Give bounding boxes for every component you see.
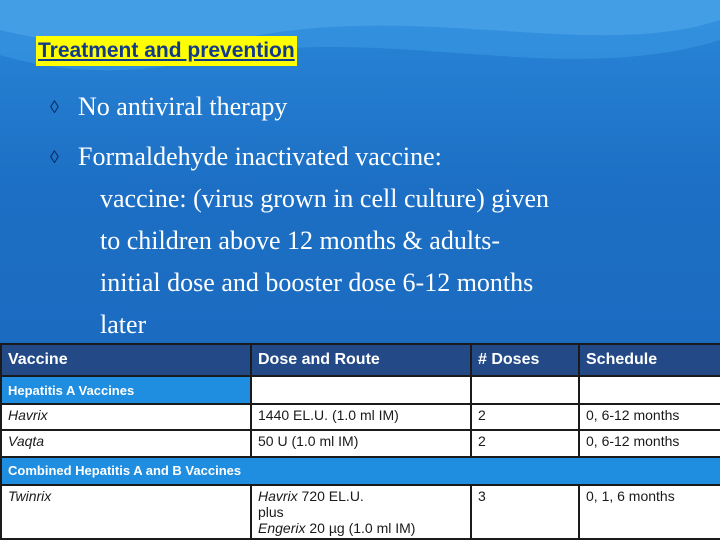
section-label: Hepatitis A Vaccines: [1, 376, 251, 404]
section-row: [1, 376, 720, 404]
bullet-text: No antiviral therapy: [78, 92, 288, 121]
table-row: [1, 404, 720, 430]
bullet-icon: ◊: [50, 97, 59, 117]
dose-route: [251, 485, 471, 539]
dose-amount: 720 EL.U.: [297, 487, 364, 504]
header-vaccine: Vaccine: [1, 344, 251, 376]
vaccine-table: [0, 343, 720, 540]
bullet-item: [40, 136, 680, 346]
dose-route: 50 U (1.0 ml IM): [251, 430, 471, 456]
doses: 2: [471, 430, 579, 456]
schedule: 0, 6-12 months: [579, 404, 720, 430]
dose-amount: 20 µg (1.0 ml IM): [305, 519, 416, 536]
schedule: 0, 1, 6 months: [579, 485, 720, 539]
header-dose-route: Dose and Route: [251, 344, 471, 376]
vaccine-name: Twinrix: [1, 485, 251, 539]
section-fill: [471, 376, 579, 404]
table-row: [1, 485, 720, 539]
schedule: 0, 6-12 months: [579, 430, 720, 456]
bullet-text: Formaldehyde inactivated vaccine:: [78, 142, 442, 171]
section-fill: [579, 376, 720, 404]
bullet-text-line: to children above 12 months & adults-: [100, 226, 501, 255]
vaccine-name: Havrix: [1, 404, 251, 430]
dose-brand: Havrix: [258, 487, 298, 504]
vaccine-name: Vaqta: [1, 430, 251, 456]
bullet-text-line: later: [100, 310, 147, 339]
slide-title: Treatment and prevention: [36, 36, 297, 66]
header-doses: # Doses: [471, 344, 579, 376]
bullet-text-line: initial dose and booster dose 6-12 months: [100, 268, 534, 297]
dose-line: plus: [258, 503, 284, 520]
dose-route: 1440 EL.U. (1.0 ml IM): [251, 404, 471, 430]
section-label: Combined Hepatitis A and B Vaccines: [1, 457, 720, 485]
doses: 3: [471, 485, 579, 539]
table-row: [1, 430, 720, 456]
section-row: [1, 457, 720, 485]
table-header-row: [1, 344, 720, 376]
section-fill: [251, 376, 471, 404]
header-schedule: Schedule: [579, 344, 720, 376]
dose-line: [258, 520, 464, 536]
dose-line: [258, 488, 464, 504]
bullet-list: [40, 86, 680, 354]
bullet-item: [40, 86, 680, 128]
bullet-icon: ◊: [50, 147, 59, 167]
bullet-text-line: vaccine: (virus grown in cell culture) given: [100, 184, 550, 213]
doses: 2: [471, 404, 579, 430]
dose-brand: Engerix: [258, 519, 306, 536]
